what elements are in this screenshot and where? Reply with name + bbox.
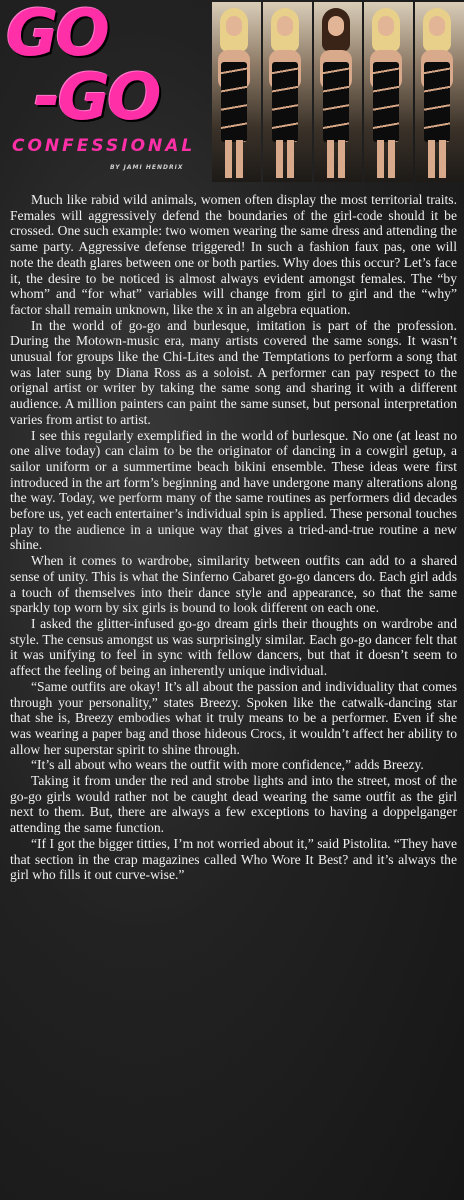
photo-dancer-1 xyxy=(212,2,261,182)
paragraph-2: In the world of go-go and burlesque, imitation is part of the profession. During the Motown-music era, many artists covered the same songs. It wasn’t unusual for groups like the Chi-Lites and the Temptations to perform a song that was later sung by Diana Ross as a soloist. A performer can pay respect to the orignal artist or writer by taking the same song and sharing it with a different audience. A million painters can paint the same sunset, but personal interpretation varies from artist to artist. xyxy=(10,317,457,427)
article-body xyxy=(10,192,457,883)
paragraph-4: When it comes to wardrobe, similarity between outfits can add to a shared sense of unity. This is what the Sinferno Cabaret go-go dancers do. Each girl adds a touch of themselves into their dance style and appearance, so that the same sparkly top worn by six girls is bound to look different on each one. xyxy=(10,553,457,616)
paragraph-9: “If I got the bigger titties, I’m not worried about it,” said Pistolita. “They have that section in the crap magazines called Who Wore It Best? and it’s always the girl who fills it out curve-wise.” xyxy=(10,835,457,883)
byline: BY JAMI HENDRIX xyxy=(110,164,184,171)
photo-dancer-5 xyxy=(415,2,464,182)
paragraph-7: “It’s all about who wears the outfit with more confidence,” adds Breezy. xyxy=(31,757,424,773)
paragraph-1: Much like rabid wild animals, women often display the most territorial traits. Females will aggressively defend the boundaries of the girl-code should it be crossed. One such example: two women wearing the same dress and attending the same party. Aggressive defense triggered! In such a fashion faux pas, one will note the death glares between one or both parties. Why does this occur? Let’s face it, the desire to be noticed is almost always evident amongst females. The “by whom” and “for what” variables will change from girl to girl and the “why” factor shall remain unknown, like the x in an algebra equation. xyxy=(10,192,457,317)
photo-dancer-2 xyxy=(263,2,312,182)
article-header xyxy=(0,0,464,192)
paragraph-8: Taking it from under the red and strobe lights and into the street, most of the go-go girls would rather not be caught dead wearing the same outfit as the girl next to them. But, there are always a few exceptions to having a doppelganger attending the same function. xyxy=(10,773,457,836)
logo-go-line1: GO xyxy=(6,0,107,71)
paragraph-3: I see this regularly exemplified in the world of burlesque. No one (at least no one alive today) can claim to be the originator of dancing in a cowgirl getup, a sailor uniform or a summertime beach bikini ensemble. These ideas were first introduced in the art form’s beginning and have undergone many alterations along the way. Today, we perform many of the same routines as performers did decades before us, yet each entertainer’s individual spin is applied. These personal touches play to the audience in a unique way that gives a tried-and-true routine a new shine. xyxy=(10,427,457,553)
logo-go-line2: -GO xyxy=(34,61,159,135)
paragraph-6: “Same outfits are okay! It’s all about the passion and individuality that comes through your personality,” states Breezy. Spoken like the catwalk-dancing star that she is, Breezy embodies what it truly means to be a performer. Even if she was wearing a paper bag and those hideous Crocs, it wouldn’t affect her ability to allow her superstar spirit to shine through. xyxy=(10,678,457,757)
photo-dancer-4 xyxy=(364,2,413,182)
logo-confessional: CONFESSIONAL xyxy=(12,136,196,156)
paragraph-5: I asked the glitter-infused go-go dream girls their thoughts on wardrobe and style. The census amongst us was surprisingly similar. Each go-go dancer felt that it was unifying to feel in sync with fellow dancers, but that it doesn’t seem to affect the feeling of being an inherently unique individual. xyxy=(10,615,457,679)
photo-dancer-3 xyxy=(314,2,363,182)
photo-strip xyxy=(212,2,464,182)
